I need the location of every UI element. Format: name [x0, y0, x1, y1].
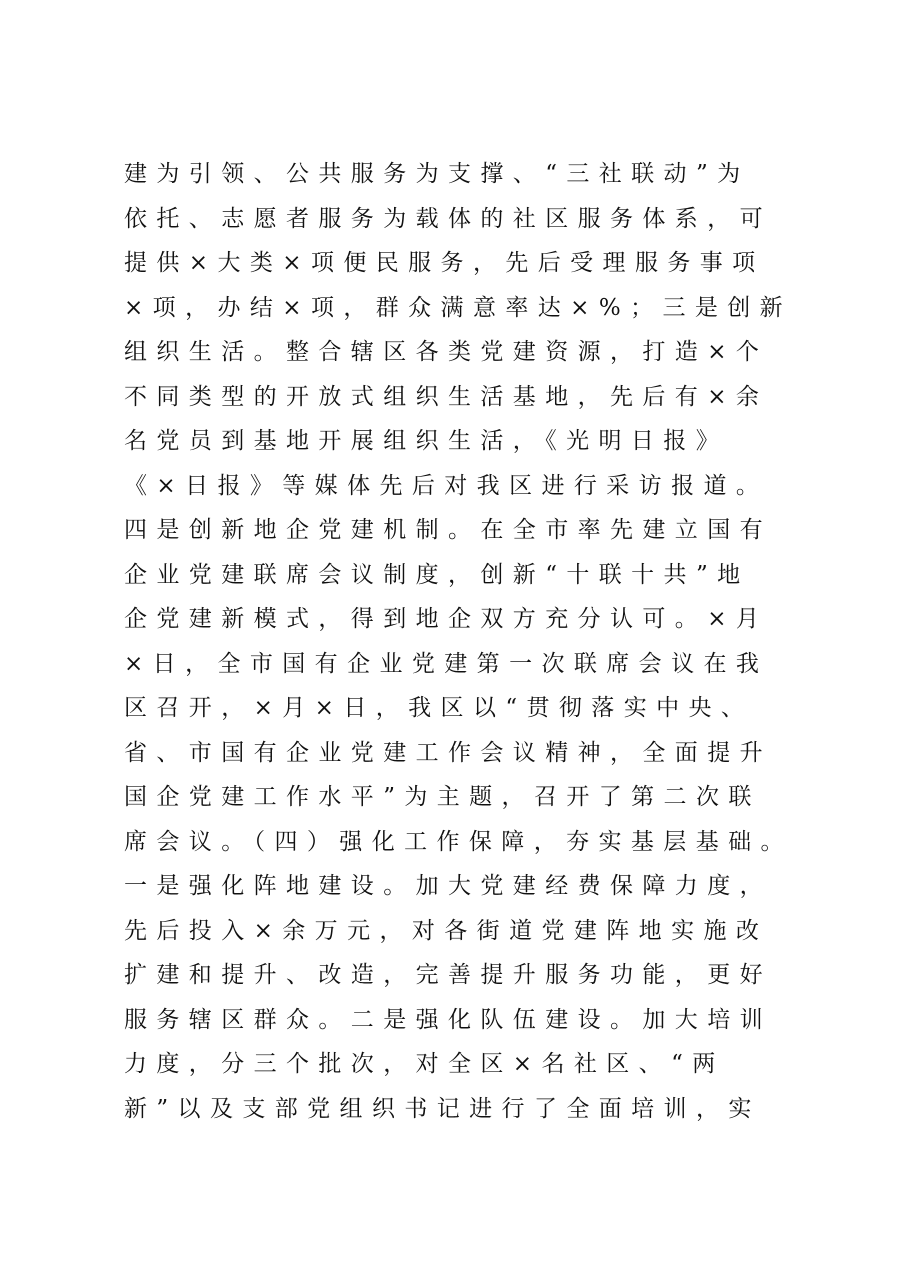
- text-line: 扩建和提升、改造，完善提升服务功能，更好: [124, 962, 772, 988]
- text-line: ×日，全市国有企业党建第一次联席会议在我: [124, 650, 769, 677]
- text-line: 组织生活。整合辖区各类党建资源，打造×个: [124, 339, 769, 365]
- text-line: 不同类型的开放式组织生活基地，先后有×余: [124, 383, 769, 410]
- text-line: 提供×大类×项便民服务，先后受理服务事项: [124, 250, 765, 276]
- body-text: [124, 152, 824, 1131]
- text-line: 企党建新模式，得到地企双方充分认可。×月: [124, 606, 769, 632]
- text-line: 服务辖区群众。二是强化队伍建设。加大培训: [124, 1006, 772, 1033]
- text-line: 省、市国有企业党建工作会议精神，全面提升: [124, 739, 772, 766]
- text-line: 力度，分三个批次，对全区×名社区、“两: [124, 1051, 725, 1077]
- text-line: ×项，办结×项，群众满意率达×%；三是创新: [124, 294, 793, 321]
- text-line: 一是强化阵地建设。加大党建经费保障力度，: [124, 873, 772, 899]
- text-line: 四是创新地企党建机制。在全市率先建立国有: [124, 517, 772, 543]
- text-line: 建为引领、公共服务为支撑、“三社联动”为: [124, 161, 750, 187]
- text-line: 国企党建工作水平”为主题，召开了第二次联: [124, 784, 761, 810]
- text-line: 区召开，×月×日，我区以“贯彻落实中央、: [124, 695, 754, 721]
- text-line: 名党员到基地开展组织生活，《光明日报》: [124, 428, 729, 454]
- text-line: 席会议。（四）强化工作保障，夯实基层基础。: [124, 828, 793, 855]
- text-line: 企业党建联席会议制度，创新“十联十共”地: [124, 561, 750, 588]
- text-line: 依托、志愿者服务为载体的社区服务体系，可: [124, 205, 772, 232]
- text-line: 新”以及支部党组织书记进行了全面培训，实: [124, 1095, 761, 1122]
- text-line: 先后投入×余万元，对各街道党建阵地实施改: [124, 917, 769, 944]
- text-line: 《×日报》等媒体先后对我区进行采访报道。: [124, 472, 769, 499]
